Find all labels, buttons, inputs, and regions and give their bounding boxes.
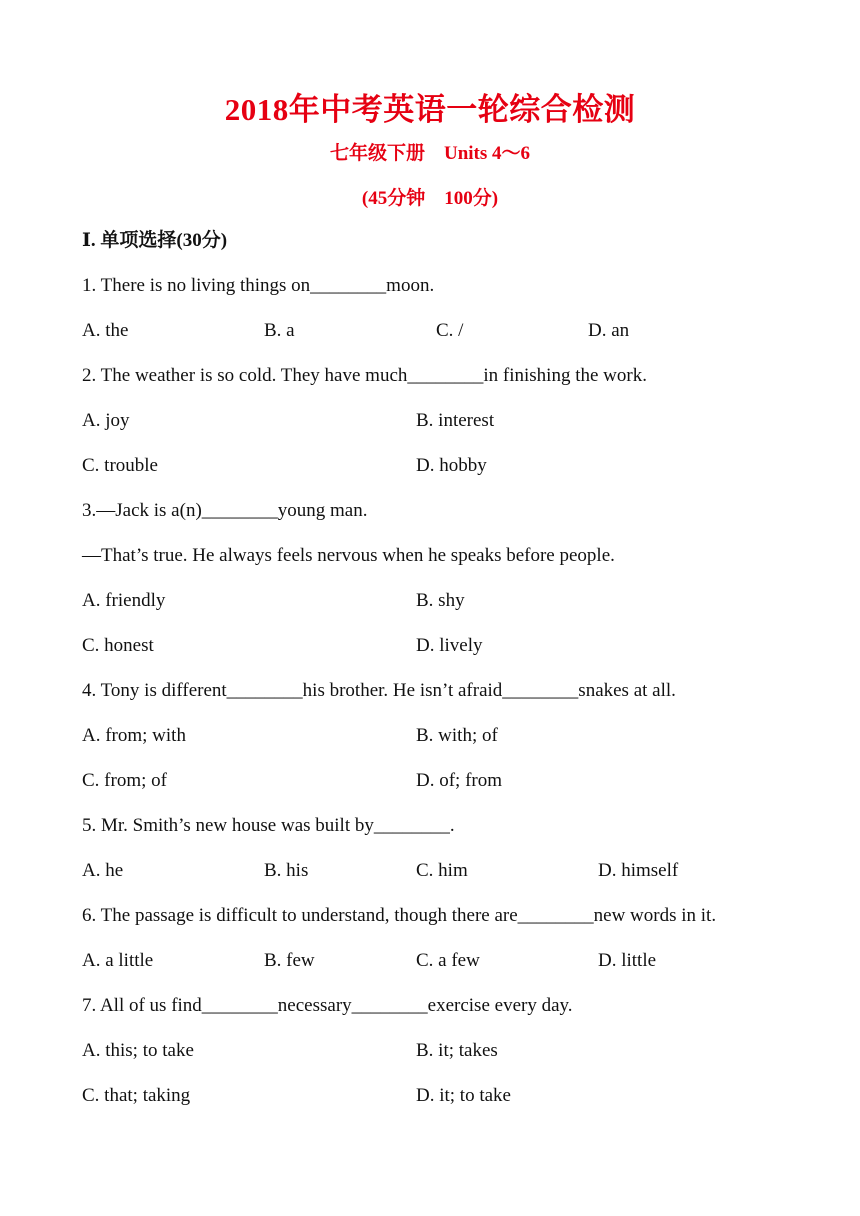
section-heading: Ⅰ. 单项选择(30分) xyxy=(82,230,228,251)
option-a: A. joy xyxy=(82,410,130,431)
option-b: B. shy xyxy=(416,590,465,611)
option-c: C. honest xyxy=(82,635,154,656)
option-a: A. a little xyxy=(82,950,154,971)
option-d: D. hobby xyxy=(416,455,487,476)
option-d: D. of; from xyxy=(416,770,503,791)
question-stem: 1. There is no living things on________moon. xyxy=(82,275,435,296)
question-dialogue-line: —That’s true. He always feels nervous when he speaks before people. xyxy=(82,545,615,566)
option-a: A. the xyxy=(82,320,129,341)
option-c: C. trouble xyxy=(82,455,158,476)
question-stem: 2. The weather is so cold. They have much________in finishing the work. xyxy=(82,365,647,386)
option-a: A. from; with xyxy=(82,725,186,746)
option-d: D. an xyxy=(588,320,630,341)
option-b: B. a xyxy=(264,320,295,341)
question-stem: 4. Tony is different________his brother. He isn’t afraid________snakes at all. xyxy=(82,680,676,701)
page-subtitle: 七年级下册 Units 4～6 xyxy=(329,143,531,164)
option-a: A. friendly xyxy=(82,590,166,611)
option-d: D. little xyxy=(598,950,657,971)
option-b: B. with; of xyxy=(416,725,498,746)
option-d: D. himself xyxy=(598,860,679,881)
option-a: A. this; to take xyxy=(82,1040,194,1061)
option-c: C. a few xyxy=(416,950,480,971)
option-a: A. he xyxy=(82,860,124,881)
question-stem: 7. All of us find________necessary________exercise every day. xyxy=(82,995,573,1016)
option-c: C. that; taking xyxy=(82,1085,191,1106)
option-b: B. few xyxy=(264,950,315,971)
option-b: B. it; takes xyxy=(416,1040,498,1061)
page-title: 2018年中考英语一轮综合检测 xyxy=(224,92,636,127)
option-d: D. lively xyxy=(416,635,483,656)
question-stem: 3.—Jack is a(n)________young man. xyxy=(82,500,368,521)
time-score-info: (45分钟 100分) xyxy=(361,188,499,209)
option-d: D. it; to take xyxy=(416,1085,511,1106)
option-c: C. / xyxy=(436,320,464,341)
question-stem: 5. Mr. Smith’s new house was built by________. xyxy=(82,815,455,836)
option-b: B. his xyxy=(264,860,309,881)
option-c: C. him xyxy=(416,860,468,881)
question-stem: 6. The passage is difficult to understand, though there are________new words in it. xyxy=(82,905,717,926)
option-c: C. from; of xyxy=(82,770,167,791)
option-b: B. interest xyxy=(416,410,495,431)
